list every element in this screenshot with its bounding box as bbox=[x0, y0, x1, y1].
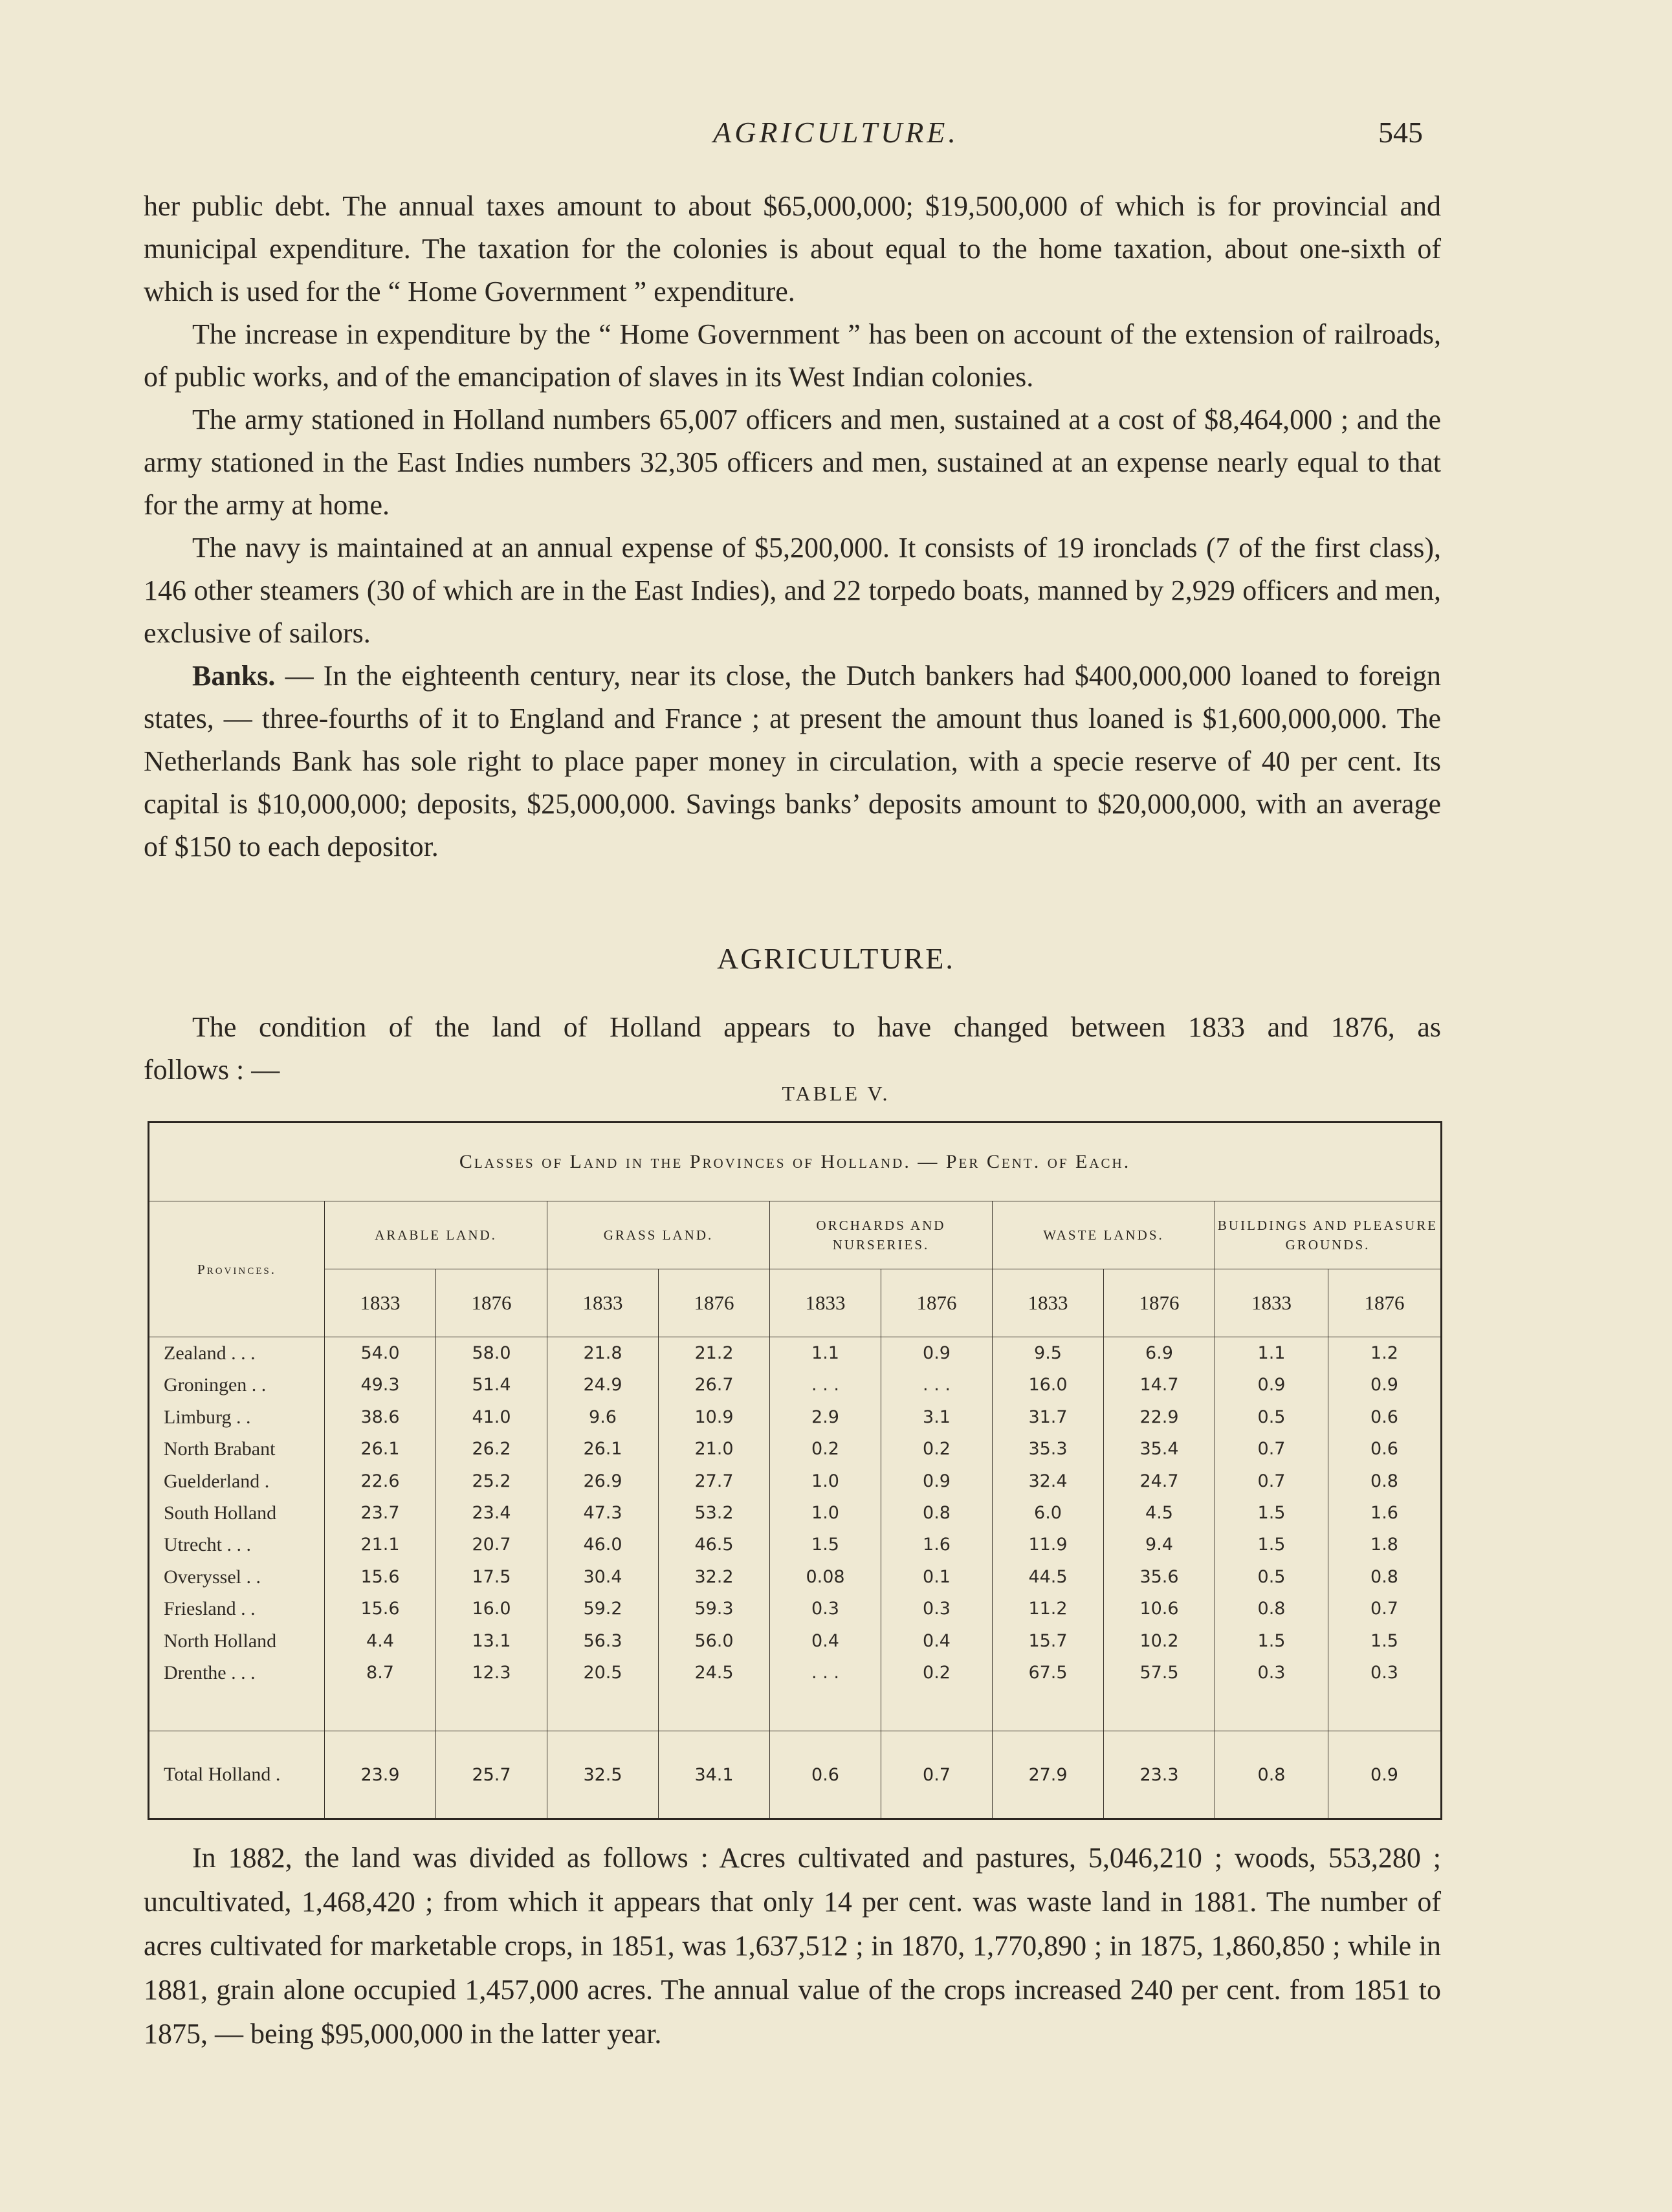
table-cell: 0.9 bbox=[1370, 1375, 1398, 1396]
table-cell: 20.5 bbox=[583, 1663, 622, 1683]
table-cell: 23.7 bbox=[360, 1503, 400, 1524]
table-cell: 4.4 bbox=[366, 1630, 394, 1651]
table-cell: 0.5 bbox=[1257, 1407, 1286, 1427]
table-cell: 15.6 bbox=[360, 1599, 400, 1619]
table-cell: 53.2 bbox=[694, 1503, 734, 1524]
table-cell: 10.2 bbox=[1139, 1630, 1179, 1651]
table-cell: . . . bbox=[811, 1375, 839, 1396]
year-header: 1876 bbox=[1328, 1269, 1442, 1337]
total-row bbox=[149, 1731, 1442, 1819]
table-cell: 31.7 bbox=[1028, 1407, 1068, 1427]
table-cell: 0.3 bbox=[923, 1599, 951, 1619]
table-cell: 21.8 bbox=[583, 1343, 622, 1363]
intro-line-1: The condition of the land of Holland appears to have changed between 1833 and 1876, as bbox=[192, 1011, 1441, 1043]
table-cell: 15.7 bbox=[1028, 1630, 1068, 1651]
waste-1876-column bbox=[1104, 1337, 1215, 1731]
table-cell: 11.9 bbox=[1028, 1535, 1068, 1555]
total-cell: 0.6 bbox=[770, 1731, 881, 1819]
table-cell: . . . bbox=[923, 1375, 951, 1396]
page-number: 545 bbox=[1378, 116, 1423, 149]
table-cell: 9.5 bbox=[1034, 1343, 1062, 1363]
total-cell: 27.9 bbox=[993, 1731, 1104, 1819]
orchards-1833-column bbox=[770, 1337, 881, 1731]
province-name: Guelderland . bbox=[164, 1470, 270, 1492]
table-cell: 1.0 bbox=[811, 1471, 839, 1491]
table-cell: 26.1 bbox=[360, 1439, 400, 1460]
table-cell: 0.8 bbox=[1257, 1599, 1286, 1619]
table-cell: 0.3 bbox=[1257, 1663, 1286, 1683]
table-cell: 46.5 bbox=[694, 1535, 734, 1555]
table-cell: 21.1 bbox=[360, 1535, 400, 1555]
intro-text bbox=[144, 1006, 1441, 1091]
table-cell: 10.6 bbox=[1139, 1599, 1179, 1619]
table-cell: 9.4 bbox=[1145, 1535, 1173, 1555]
table-cell: 59.3 bbox=[694, 1599, 734, 1619]
table-cell: 23.4 bbox=[472, 1503, 511, 1524]
table-cell: 21.0 bbox=[694, 1439, 734, 1460]
total-cell: 0.8 bbox=[1215, 1731, 1328, 1819]
year-header: 1876 bbox=[1104, 1269, 1215, 1337]
table-cell: 35.3 bbox=[1028, 1439, 1068, 1460]
table-cell: 0.8 bbox=[1370, 1566, 1398, 1587]
paragraph-home-government: The increase in expenditure by the “ Home Government ” has been on account of the extension of railroads, of public works, and of the emancipation of slaves in its West Indian colonies. bbox=[144, 318, 1441, 393]
table-cell: 0.9 bbox=[923, 1343, 951, 1363]
grass-1876-column bbox=[659, 1337, 770, 1731]
year-header: 1833 bbox=[547, 1269, 659, 1337]
group-header-grass: GRASS LAND. bbox=[547, 1201, 770, 1269]
table-cell: 1.6 bbox=[923, 1535, 951, 1555]
table-title: Classes of Land in the Provinces of Holland. — Per Cent. of Each. bbox=[149, 1122, 1442, 1201]
grass-1833-column bbox=[547, 1337, 659, 1731]
table-cell: 22.9 bbox=[1139, 1407, 1179, 1427]
table-cell: 26.9 bbox=[583, 1471, 622, 1491]
waste-1833-column bbox=[993, 1337, 1104, 1731]
table-cell: 57.5 bbox=[1139, 1663, 1179, 1683]
total-cell: 23.3 bbox=[1104, 1731, 1215, 1819]
total-cell: 0.7 bbox=[881, 1731, 993, 1819]
paragraph-army: The army stationed in Holland numbers 65,007 officers and men, sustained at a cost of $8,464,000 ; and the army stationed in the East Indies numbers 32,305 officers and men, sustained at an expense nearly equal to that for the army at home. bbox=[144, 404, 1441, 521]
table-cell: 0.4 bbox=[811, 1630, 839, 1651]
table-cell: 0.6 bbox=[1370, 1407, 1398, 1427]
table-cell: 15.6 bbox=[360, 1566, 400, 1587]
table-cell: 38.6 bbox=[360, 1407, 400, 1427]
table-cell: 35.4 bbox=[1139, 1439, 1179, 1460]
province-name: Friesland . . bbox=[164, 1598, 256, 1620]
table-cell: 10.9 bbox=[694, 1407, 734, 1427]
intro-line-2: follows : — bbox=[144, 1054, 280, 1086]
group-header-orchards: ORCHARDS AND NURSERIES. bbox=[770, 1201, 993, 1269]
total-label: Total Holland . bbox=[149, 1731, 325, 1819]
year-header: 1833 bbox=[993, 1269, 1104, 1337]
table-cell: 0.9 bbox=[1257, 1375, 1286, 1396]
year-header: 1876 bbox=[881, 1269, 993, 1337]
group-header-waste: WASTE LANDS. bbox=[993, 1201, 1215, 1269]
running-header: AGRICULTURE. bbox=[713, 116, 959, 149]
province-name: Zealand . . . bbox=[164, 1342, 256, 1364]
table-cell: 1.5 bbox=[1257, 1503, 1286, 1524]
table-cell: 6.0 bbox=[1034, 1503, 1062, 1524]
table-cell: 46.0 bbox=[583, 1535, 622, 1555]
table-cell: 1.8 bbox=[1370, 1535, 1398, 1555]
table-cell: 3.1 bbox=[923, 1407, 951, 1427]
year-header: 1833 bbox=[325, 1269, 436, 1337]
land-table-container bbox=[148, 1121, 1440, 1820]
table-cell: 35.6 bbox=[1139, 1566, 1179, 1587]
table-cell: 0.8 bbox=[1370, 1471, 1398, 1491]
group-header-buildings: BUILDINGS AND PLEASURE GROUNDS. bbox=[1215, 1201, 1442, 1269]
section-heading: AGRICULTURE. bbox=[717, 942, 955, 975]
provinces-header: Provinces. bbox=[149, 1201, 325, 1337]
arable-1876-column bbox=[436, 1337, 547, 1731]
table-caption: TABLE V. bbox=[782, 1082, 890, 1105]
table-cell: 4.5 bbox=[1145, 1503, 1173, 1524]
table-cell: 1.5 bbox=[1257, 1535, 1286, 1555]
table-cell: 32.2 bbox=[694, 1566, 734, 1587]
table-cell: 1.5 bbox=[811, 1535, 839, 1555]
table-cell: 20.7 bbox=[472, 1535, 511, 1555]
body-text bbox=[144, 185, 1441, 868]
table-cell: 24.9 bbox=[583, 1375, 622, 1396]
table-cell: 1.1 bbox=[1257, 1343, 1286, 1363]
table-cell: 24.7 bbox=[1139, 1471, 1179, 1491]
table-cell: 16.0 bbox=[1028, 1375, 1068, 1396]
table-cell: 26.7 bbox=[694, 1375, 734, 1396]
table-cell: 0.08 bbox=[806, 1566, 845, 1587]
table-cell: 0.7 bbox=[1257, 1471, 1286, 1491]
table-cell: 1.6 bbox=[1370, 1503, 1398, 1524]
table-cell: 0.9 bbox=[923, 1471, 951, 1491]
province-name: Utrecht . . . bbox=[164, 1534, 251, 1556]
table-cell: 1.5 bbox=[1370, 1630, 1398, 1651]
province-name: North Brabant bbox=[164, 1438, 276, 1460]
table-cell: 0.4 bbox=[923, 1630, 951, 1651]
table-cell: 30.4 bbox=[583, 1566, 622, 1587]
province-name: South Holland bbox=[164, 1502, 277, 1524]
table-cell: 26.1 bbox=[583, 1439, 622, 1460]
arable-1833-column bbox=[325, 1337, 436, 1731]
table-cell: 17.5 bbox=[472, 1566, 511, 1587]
table-cell: 9.6 bbox=[589, 1407, 617, 1427]
table-cell: 14.7 bbox=[1139, 1375, 1179, 1396]
table-cell: 6.9 bbox=[1145, 1343, 1173, 1363]
land-table bbox=[148, 1121, 1442, 1820]
table-cell: 8.7 bbox=[366, 1663, 394, 1683]
paragraph-public-debt: her public debt. The annual taxes amount to about $65,000,000; $19,500,000 of which is for provincial and municipal expenditure. The taxation for the colonies is about equal to the home taxation, about one-sixth of which is used for the “ Home Government ” expenditure. bbox=[144, 190, 1441, 307]
table-cell: 0.2 bbox=[923, 1439, 951, 1460]
table-cell: 0.5 bbox=[1257, 1566, 1286, 1587]
province-name: Overyssel . . bbox=[164, 1566, 261, 1588]
table-cell: 58.0 bbox=[472, 1343, 511, 1363]
province-name: Drenthe . . . bbox=[164, 1662, 256, 1684]
table-cell: 1.1 bbox=[811, 1343, 839, 1363]
data-block bbox=[149, 1337, 1442, 1731]
province-name: North Holland bbox=[164, 1630, 277, 1652]
table-cell: 13.1 bbox=[472, 1630, 511, 1651]
year-header: 1833 bbox=[1215, 1269, 1328, 1337]
province-name: Groningen . . bbox=[164, 1374, 267, 1396]
table-cell: 1.0 bbox=[811, 1503, 839, 1524]
table-cell: 44.5 bbox=[1028, 1566, 1068, 1587]
table-cell: . . . bbox=[811, 1663, 839, 1683]
table-cell: 0.8 bbox=[923, 1503, 951, 1524]
total-cell: 34.1 bbox=[659, 1731, 770, 1819]
table-cell: 16.0 bbox=[472, 1599, 511, 1619]
table-cell: 41.0 bbox=[472, 1407, 511, 1427]
table-cell: 2.9 bbox=[811, 1407, 839, 1427]
table-cell: 11.2 bbox=[1028, 1599, 1068, 1619]
table-cell: 27.7 bbox=[694, 1471, 734, 1491]
total-cell: 32.5 bbox=[547, 1731, 659, 1819]
province-name: Limburg . . bbox=[164, 1406, 251, 1428]
year-header: 1876 bbox=[659, 1269, 770, 1337]
table-cell: 1.2 bbox=[1370, 1343, 1398, 1363]
paragraph-banks bbox=[144, 655, 1441, 868]
table-cell: 51.4 bbox=[472, 1375, 511, 1396]
table-cell: 47.3 bbox=[583, 1503, 622, 1524]
table-cell: 59.2 bbox=[583, 1599, 622, 1619]
table-cell: 49.3 bbox=[360, 1375, 400, 1396]
table-cell: 12.3 bbox=[472, 1663, 511, 1683]
table-cell: 24.5 bbox=[694, 1663, 734, 1683]
table-cell: 0.7 bbox=[1257, 1439, 1286, 1460]
table-cell: 0.3 bbox=[811, 1599, 839, 1619]
group-header-arable: ARABLE LAND. bbox=[325, 1201, 547, 1269]
year-header: 1876 bbox=[436, 1269, 547, 1337]
table-cell: 25.2 bbox=[472, 1471, 511, 1491]
closing-text bbox=[144, 1836, 1441, 2056]
year-header: 1833 bbox=[770, 1269, 881, 1337]
buildings-1833-column bbox=[1215, 1337, 1328, 1731]
table-cell: 67.5 bbox=[1028, 1663, 1068, 1683]
table-cell: 1.5 bbox=[1257, 1630, 1286, 1651]
table-cell: 22.6 bbox=[360, 1471, 400, 1491]
orchards-1876-column bbox=[881, 1337, 993, 1731]
table-cell: 0.7 bbox=[1370, 1599, 1398, 1619]
table-cell: 0.2 bbox=[923, 1663, 951, 1683]
banks-text: — In the eighteenth century, near its close, the Dutch bankers had $400,000,000 loaned to foreign states, — three-fourths of it to England and France ; at present the amount thus loaned is $1,600,000,000. The Netherlands Bank has sole right to place paper money in circulation, with a specie reserve of 40 per cent. Its capital is $10,000,000; deposits, $25,000,000. Savings banks’ deposits amount to $20,000,000, with an average of $150 to each depositor. bbox=[144, 660, 1441, 862]
table-cell: 0.3 bbox=[1370, 1663, 1398, 1683]
province-column bbox=[149, 1337, 325, 1731]
buildings-1876-column bbox=[1328, 1337, 1442, 1731]
table-cell: 54.0 bbox=[360, 1343, 400, 1363]
table-cell: 0.6 bbox=[1370, 1439, 1398, 1460]
banks-lead: Banks. bbox=[192, 660, 276, 692]
table-cell: 32.4 bbox=[1028, 1471, 1068, 1491]
paragraph-navy: The navy is maintained at an annual expense of $5,200,000. It consists of 19 ironclads (7 of the first class), 146 other steamers (30 of which are in the East Indies), and 22 torpedo boats, manned by 2,929 officers and men, exclusive of sailors. bbox=[144, 532, 1441, 649]
total-cell: 23.9 bbox=[325, 1731, 436, 1819]
paragraph-land-1882: In 1882, the land was divided as follows : Acres cultivated and pastures, 5,046,210 ; woods, 553,280 ; uncultivated, 1,468,420 ; from which it appears that only 14 per cent. was waste land in 1881. The number of acres cultivated for marketable crops, in 1851, was 1,637,512 ; in 1870, 1,770,890 ; in 1875, 1,860,850 ; while in 1881, grain alone occupied 1,457,000 acres. The annual value of the crops increased 240 per cent. from 1851 to 1875, — being $95,000,000 in the latter year. bbox=[144, 1842, 1441, 2050]
table-cell: 21.2 bbox=[694, 1343, 734, 1363]
table-cell: 56.0 bbox=[694, 1630, 734, 1651]
total-cell: 25.7 bbox=[436, 1731, 547, 1819]
table-cell: 0.1 bbox=[923, 1566, 951, 1587]
total-cell: 0.9 bbox=[1328, 1731, 1442, 1819]
table-cell: 56.3 bbox=[583, 1630, 622, 1651]
table-cell: 26.2 bbox=[472, 1439, 511, 1460]
table-cell: 0.2 bbox=[811, 1439, 839, 1460]
